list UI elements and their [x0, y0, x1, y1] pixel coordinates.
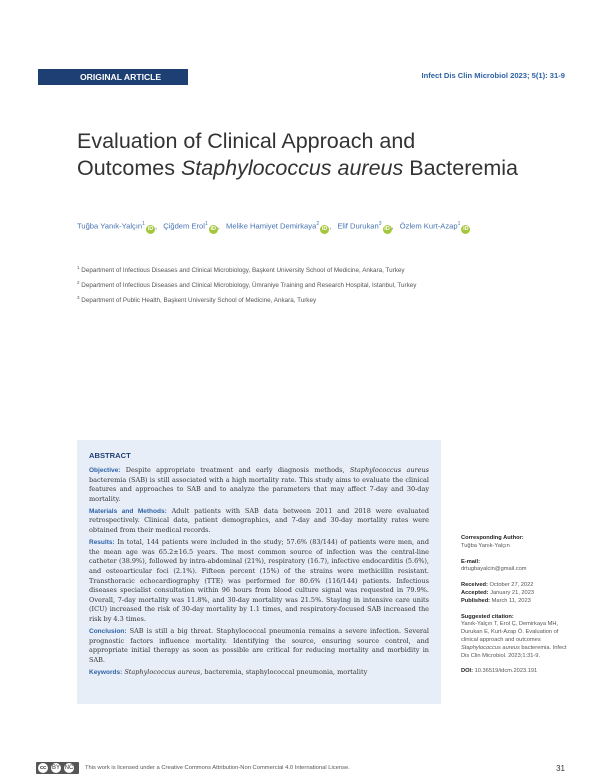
author[interactable]: Elif Durukan$^3$iD , [337, 221, 394, 232]
abstract-methods: Materials and Methods: Adult patients with SAB data between 2011 and 2018 were evaluated retrospectively. Clinical data, patient demographics, and 7-day and 30-day mortality rates were obtained from their medical records. [89, 506, 429, 535]
abstract-keywords: Keywords: Staphylococcus aureus, bacteremia, staphylococcal pneumonia, mortality [89, 667, 368, 676]
email-link[interactable]: drtugbayalcin@gmail.com [461, 566, 527, 573]
doi[interactable]: DOI: 10.36519/idcm.2023.191 [461, 668, 538, 675]
citation-text: Yanık-Yalçın T, Erol Ç, Demirkaya MH, Durukan E, Kurt-Azap Ö. Evaluation of clinical approach and outcomes Staphylococcus aureus bacteremia. Infect Dis Clin Microbiol. 2023;1:31-9. [461, 621, 567, 659]
abstract-objective: Objective: Despite appropriate treatment and early diagnosis methods, Staphylococcus aureus bacteremia (SAB) is still associated with a high mortality rate. This study aims to evaluate the clinical features and approaches to SAB and to analyze the parameters that may affect 7-day and 30-day mortality. [89, 466, 429, 503]
title-line-2: Outcomes Staphylococcus aureus Bacteremia [77, 156, 518, 180]
published-date: Published: March 11, 2023 [461, 597, 531, 604]
title-line-1: Evaluation of Clinical Approach and [77, 129, 416, 153]
email-label: E-mail: [461, 558, 480, 565]
citation-label: Suggested citation: [461, 613, 514, 620]
license-text: This work is licensed under a Creative Commons Attribution-Non Commercial 4.0 International License. [85, 765, 350, 771]
corresponding-author-label: Corresponding Author: [461, 535, 524, 541]
abstract-results: Results: In total, 144 patients were included in the study; 57.6% (83/144) of patients were men, and the mean age was 65.2±16.5 years. The most common source of infection was the central-line catheter (38.9%), followed by intra-abdominal (21%), respiratory (16.7), infective endocarditis (5.6%), and osteoarticular foci (2.1%). Fifteen percent (15%) of the strains were methicillin resistant. Transthoracic echocardiography (TTE) was performed for 80.6% (116/144) patients. Infectious diseases specialist consultation within 96 hours from blood culture signal was requested in 79.9%. Overall, 7-day mortality was 11.8%, and 30-day mortality was 21.5%. Staying in intensive care units (ICU) increased the risk of 30-day mortality by 1.1 times, and respiratory-focused SAB increased the risk by 4.3 times. [89, 538, 429, 623]
abstract-conclusion: Conclusion: SAB is still a big threat. Staphylococcal pneumonia remains a severe infection. Several prognostic factors influence mortality. Identifying the source, ensuring source control, and appropriate initial therapy as soon as possible are critical for reducing mortality and morbidity in SAB. [89, 627, 429, 664]
article-type-banner: ORIGINAL ARTICLE [38, 69, 188, 85]
affiliation: $^1$ Department of Infectious Diseases and Clinical Microbiology, Başkent University School of Medicine, Ankara, Turkey [77, 265, 405, 275]
author-list [77, 221, 577, 234]
abstract-heading: ABSTRACT [89, 451, 131, 460]
page-number: 31 [556, 764, 565, 773]
orcid-icon[interactable]: iD [321, 225, 328, 232]
article-info-sidebar [461, 535, 571, 676]
author[interactable]: Melike Hamiyet Demirkaya$^2$iD , [226, 221, 332, 232]
cc-license-icon[interactable]: cc BY NC [36, 762, 79, 774]
corresponding-author-name: Tuğba Yanık-Yalçın [461, 542, 510, 549]
affiliation: $^2$ Department of Infectious Diseases and Clinical Microbiology, Ümraniye Training and Research Hospital, Istanbul, Turkey [77, 280, 417, 290]
author[interactable]: Çiğdem Erol$^1$iD , [163, 221, 220, 232]
orcid-icon[interactable]: iD [463, 225, 469, 232]
title-species: Staphylococcus aureus [180, 156, 404, 180]
received-date: Received: October 27, 2022 [461, 582, 534, 589]
author[interactable]: Tuğba Yanık-Yalçın$^1$iD , [77, 221, 158, 232]
abstract-box [77, 440, 441, 704]
orcid-icon[interactable]: iD [147, 225, 154, 232]
accepted-date: Accepted: January 21, 2023 [461, 589, 535, 596]
orcid-icon[interactable]: iD [384, 225, 390, 232]
journal-reference: Infect Dis Clin Microbiol 2023; 5(1): 31-9 [421, 71, 565, 80]
affiliations [77, 262, 577, 307]
author[interactable]: Özlem Kurt-Azap$^1$iD [399, 221, 469, 232]
article-title [77, 128, 567, 182]
orcid-icon[interactable]: iD [210, 225, 216, 232]
affiliation: $^3$ Department of Public Health, Başkent University School of Medicine, Ankara, Turkey [77, 295, 317, 305]
